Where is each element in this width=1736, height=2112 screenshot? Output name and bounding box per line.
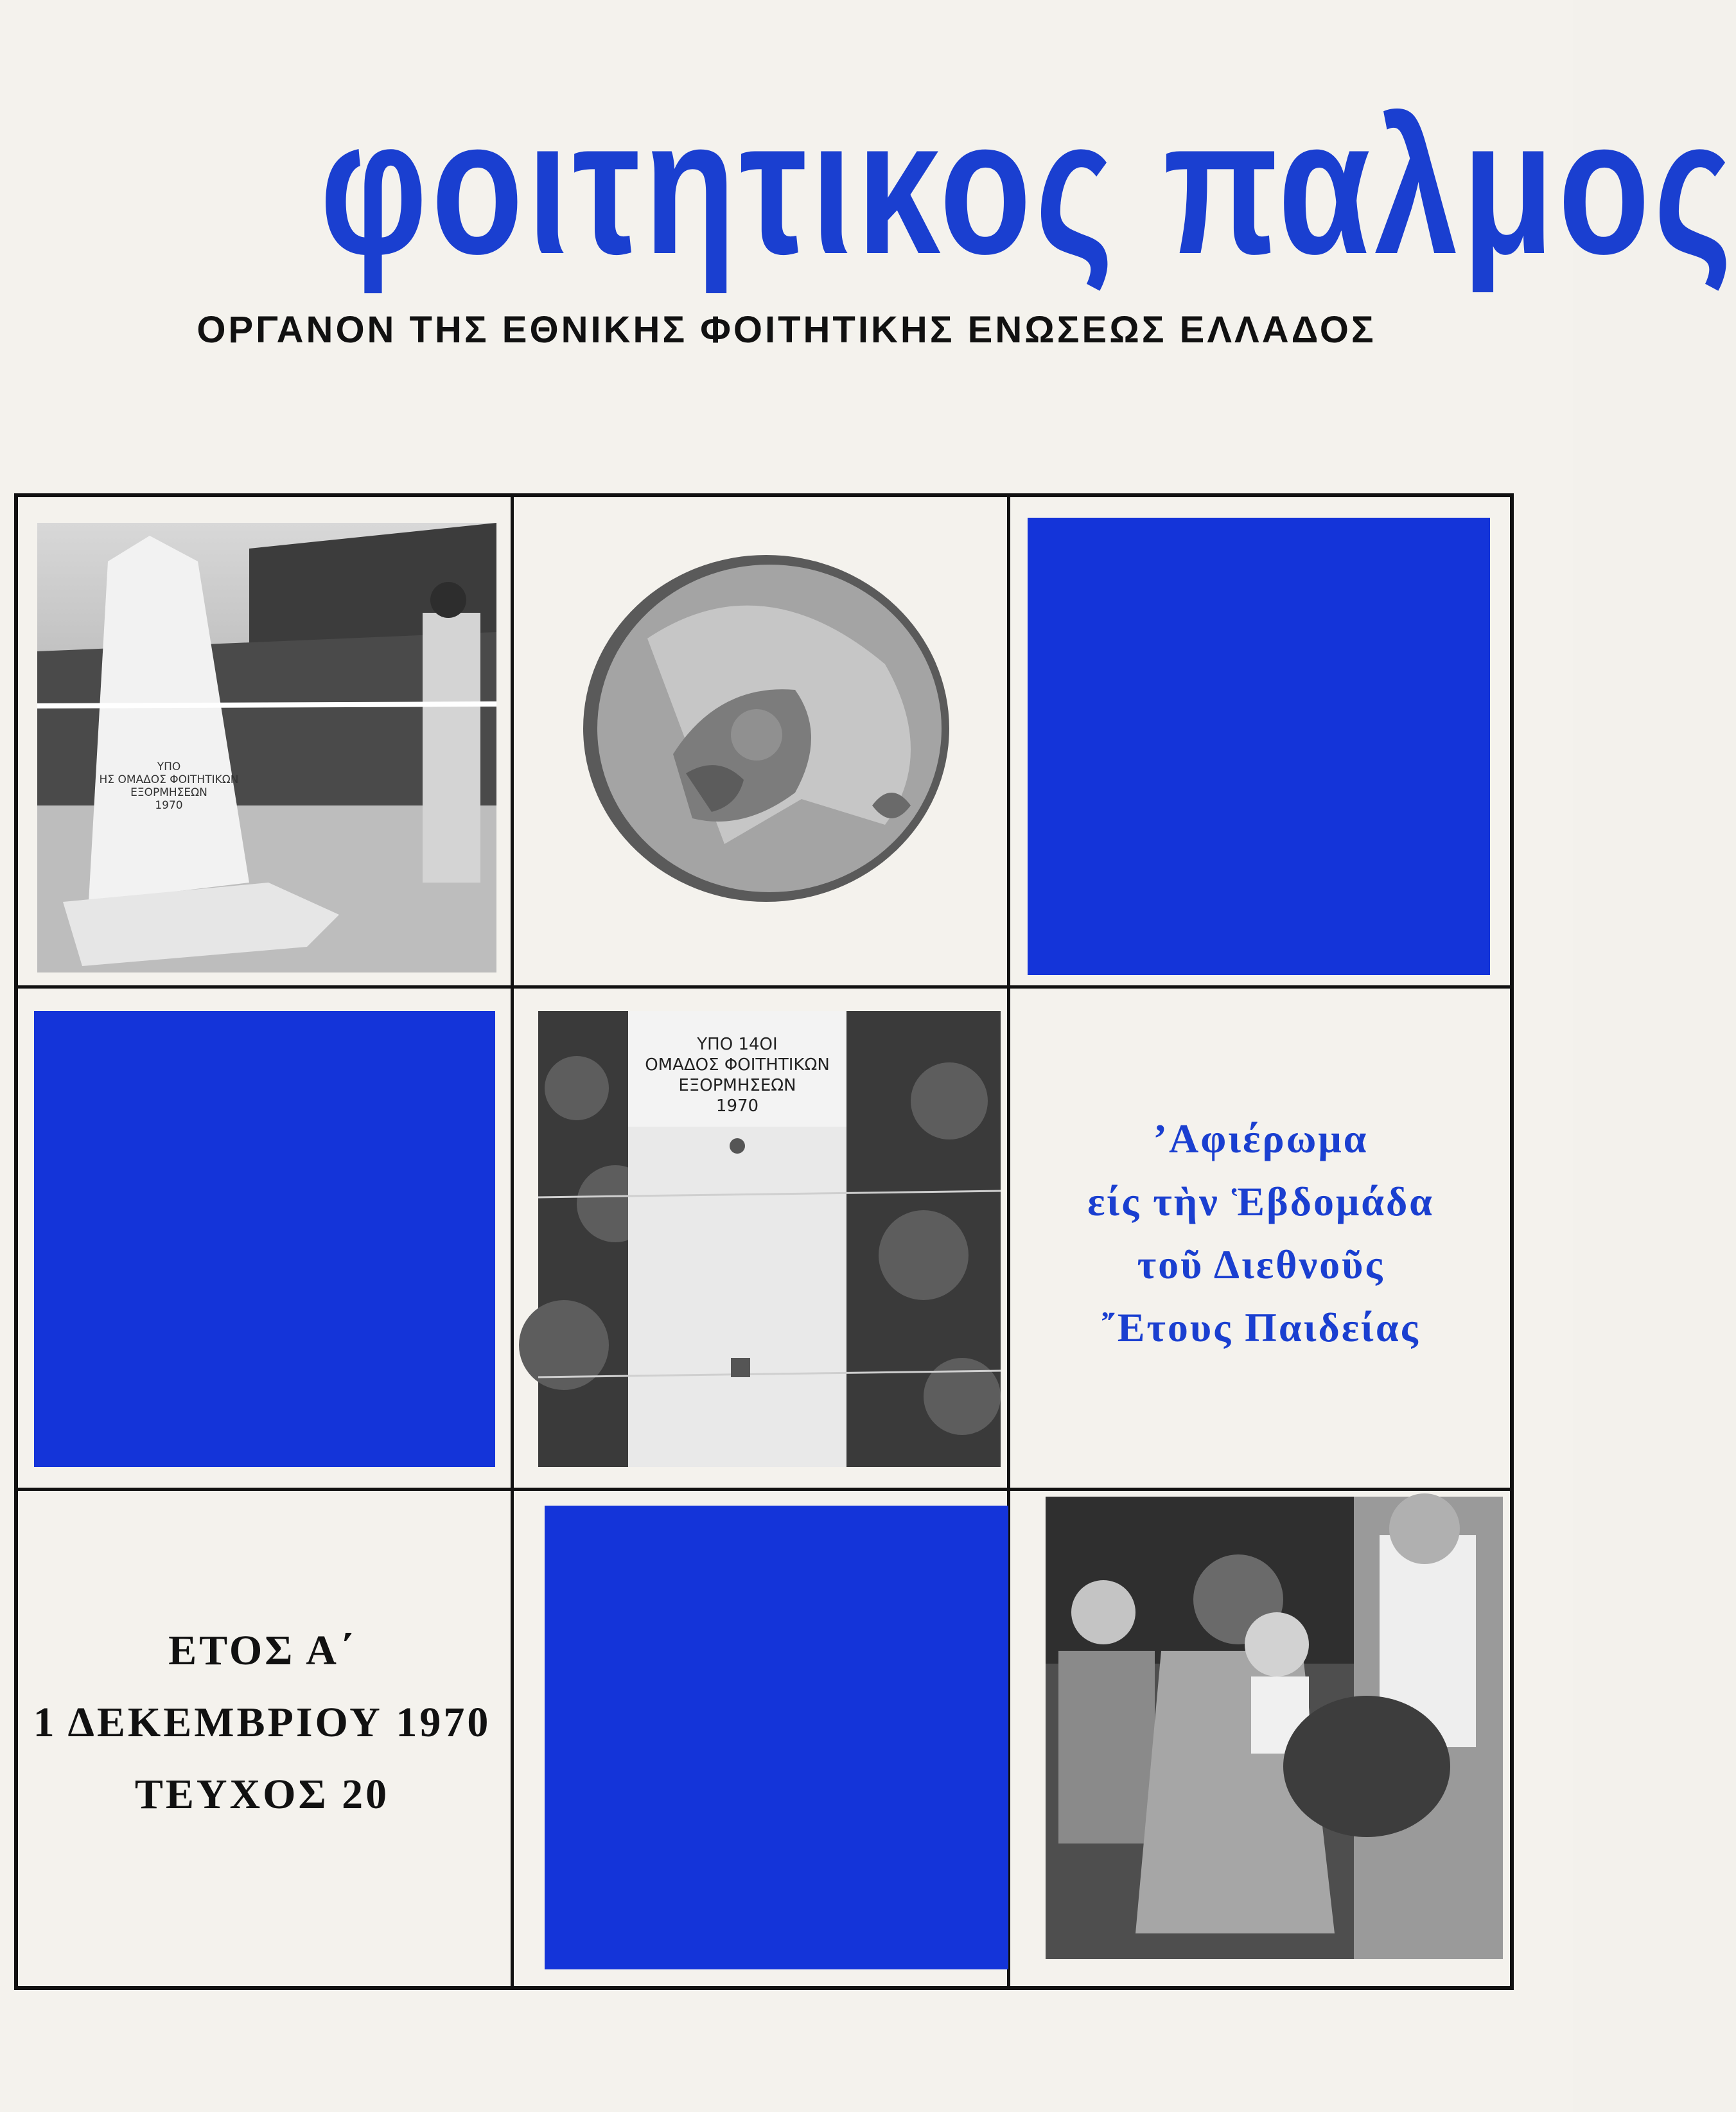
fountain-plaque-line: ΥΠΟ 14ΟΙ — [697, 1035, 778, 1054]
dedication-caption — [1010, 1107, 1511, 1359]
issue-number: ΤΕΥΧΟΣ 20 — [134, 1771, 390, 1818]
monument-plaque-line: ΕΞΟΡΜΗΣΕΩΝ — [130, 786, 207, 799]
masthead-title: φοιτητικος παλμος — [320, 78, 1736, 294]
issue-date: 1 ΔΕΚΕΜΒΡΙΟΥ 1970 — [33, 1699, 491, 1746]
grid-divider — [511, 497, 514, 1986]
monument-plaque-line: ΗΣ ΟΜΑΔΟΣ ΦΟΙΤΗΤΙΚΩΝ — [99, 773, 239, 786]
children-photo — [1046, 1497, 1503, 1959]
blue-square — [1028, 518, 1490, 975]
masthead-subtitle: ΟΡΓΑΝΟΝ ΤΗΣ ΕΘΝΙΚΗΣ ΦΟΙΤΗΤΙΚΗΣ ΕΝΩΣΕΩΣ ΕΛΛΑΔΟΣ — [197, 309, 1376, 351]
monument-plaque-line: 1970 — [155, 799, 183, 812]
monument-photo-image — [37, 523, 496, 972]
grid-divider — [18, 985, 1510, 989]
caption-line: τοῦ Διεθνοῦς — [1137, 1242, 1385, 1287]
coin-image — [525, 523, 994, 972]
caption-line: ’Αφιέρωμα — [1153, 1116, 1369, 1161]
cover-grid — [14, 493, 1514, 1990]
blue-square — [545, 1506, 1008, 1969]
caption-line: ῎Ετους Παιδείας — [1101, 1305, 1420, 1350]
monument-plaque-line: ΥΠΟ — [157, 761, 181, 773]
corinthian-helmet-coin-icon — [525, 523, 994, 972]
caption-line: είς τὴν Ἑβδομάδα — [1087, 1179, 1434, 1224]
fountain-plaque-line: ΟΜΑΔΟΣ ΦΟΙΤΗΤΙΚΩΝ — [645, 1055, 830, 1075]
fountain-photo-image — [538, 1011, 1001, 1467]
issue-info — [18, 1615, 506, 1831]
fountain-plaque-line: ΕΞΟΡΜΗΣΕΩΝ — [678, 1076, 796, 1095]
issue-year: ΕΤΟΣ Α΄ — [168, 1627, 356, 1674]
monument-photo — [37, 523, 496, 972]
fountain-photo — [538, 1011, 1001, 1467]
fountain-plaque-line: 1970 — [715, 1096, 759, 1116]
blue-square — [34, 1011, 495, 1467]
children-photo-image — [1046, 1497, 1503, 1959]
grid-divider — [18, 1488, 1510, 1491]
